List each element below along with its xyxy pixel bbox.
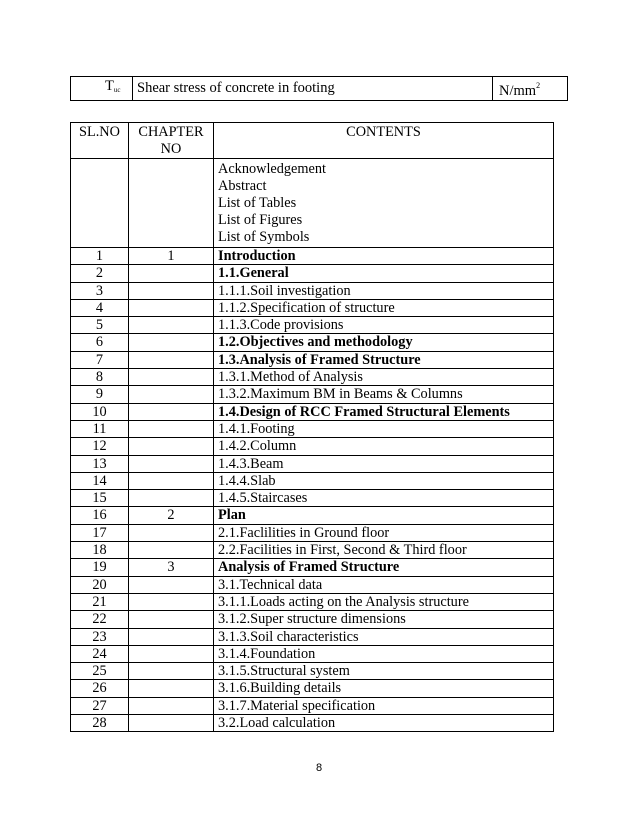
contents-cell: Plan <box>214 507 554 524</box>
contents-cell: 1.4.4.Slab <box>214 472 554 489</box>
sl-no-cell: 15 <box>71 490 129 507</box>
sl-no-cell: 2 <box>71 265 129 282</box>
sl-no-cell: 9 <box>71 386 129 403</box>
chapter-no-cell <box>129 524 214 541</box>
chapter-no-cell: 3 <box>129 559 214 576</box>
table-row <box>71 317 554 334</box>
chapter-no-cell <box>129 542 214 559</box>
chapter-no-cell <box>129 576 214 593</box>
contents-cell: 1.4.Design of RCC Framed Structural Elements <box>214 403 554 420</box>
contents-cell: 3.1.Technical data <box>214 576 554 593</box>
sl-no-cell: 28 <box>71 715 129 732</box>
symbol-unit-power: 2 <box>536 81 541 90</box>
contents-cell: Introduction <box>214 248 554 265</box>
sl-no-cell: 21 <box>71 593 129 610</box>
front-matter-row <box>71 159 554 248</box>
contents-cell: 1.4.2.Column <box>214 438 554 455</box>
contents-cell: 1.1.2.Specification of structure <box>214 299 554 316</box>
header-chapter-no: CHAPTER NO <box>129 123 214 159</box>
front-matter-item: Acknowledgement <box>218 161 326 177</box>
chapter-no-cell <box>129 697 214 714</box>
contents-cell: 3.1.5.Structural system <box>214 663 554 680</box>
sl-no-cell: 12 <box>71 438 129 455</box>
chapter-no-cell: 2 <box>129 507 214 524</box>
sl-no-cell: 7 <box>71 351 129 368</box>
table-row <box>71 265 554 282</box>
chapter-no-cell <box>129 265 214 282</box>
front-matter-item: Abstract <box>218 178 267 194</box>
table-row <box>71 663 554 680</box>
table-row <box>71 403 554 420</box>
symbol-unit: N/mm <box>499 83 537 99</box>
table-row <box>71 455 554 472</box>
contents-cell: 2.1.Faclilities in Ground floor <box>214 524 554 541</box>
contents-cell: 1.4.3.Beam <box>214 455 554 472</box>
table-row <box>71 680 554 697</box>
table-row <box>71 715 554 732</box>
table-row <box>71 334 554 351</box>
table-row <box>71 299 554 316</box>
chapter-no-cell <box>129 472 214 489</box>
chapter-no-cell <box>129 628 214 645</box>
table-row <box>71 576 554 593</box>
sl-no-cell: 10 <box>71 403 129 420</box>
table-row <box>71 386 554 403</box>
contents-cell: 1.2.Objectives and methodology <box>214 334 554 351</box>
table-row <box>71 559 554 576</box>
table-row <box>71 438 554 455</box>
symbol-cell <box>71 77 133 101</box>
chapter-no-cell <box>129 663 214 680</box>
sl-no-cell: 3 <box>71 282 129 299</box>
contents-rows <box>71 248 554 732</box>
contents-cell: 1.1.General <box>214 265 554 282</box>
front-matter-chapter <box>129 159 214 248</box>
table-row <box>71 369 554 386</box>
front-matter-item: List of Tables <box>218 195 297 211</box>
chapter-no-cell <box>129 369 214 386</box>
chapter-no-cell <box>129 438 214 455</box>
contents-cell: 1.4.1.Footing <box>214 420 554 437</box>
front-matter-list <box>214 159 554 248</box>
contents-cell: 1.3.1.Method of Analysis <box>214 369 554 386</box>
table-row <box>71 351 554 368</box>
table-row <box>71 248 554 265</box>
chapter-no-cell: 1 <box>129 248 214 265</box>
symbol-table <box>70 76 568 101</box>
chapter-no-cell <box>129 403 214 420</box>
chapter-no-cell <box>129 386 214 403</box>
chapter-no-cell <box>129 351 214 368</box>
contents-cell: 3.1.1.Loads acting on the Analysis structure <box>214 593 554 610</box>
sl-no-cell: 24 <box>71 645 129 662</box>
chapter-no-cell <box>129 282 214 299</box>
sl-no-cell: 22 <box>71 611 129 628</box>
table-row <box>71 472 554 489</box>
sl-no-cell: 25 <box>71 663 129 680</box>
sl-no-cell: 27 <box>71 697 129 714</box>
table-row <box>71 697 554 714</box>
table-row <box>71 611 554 628</box>
sl-no-cell: 8 <box>71 369 129 386</box>
contents-cell: 3.1.6.Building details <box>214 680 554 697</box>
sl-no-cell: 13 <box>71 455 129 472</box>
contents-cell: 3.2.Load calculation <box>214 715 554 732</box>
contents-cell: 2.2.Facilities in First, Second & Third floor <box>214 542 554 559</box>
chapter-no-cell <box>129 299 214 316</box>
contents-cell: Analysis of Framed Structure <box>214 559 554 576</box>
front-matter-item: List of Symbols <box>218 229 310 245</box>
chapter-no-cell <box>129 611 214 628</box>
sl-no-cell: 6 <box>71 334 129 351</box>
sl-no-cell: 19 <box>71 559 129 576</box>
front-matter-sl <box>71 159 129 248</box>
sl-no-cell: 14 <box>71 472 129 489</box>
table-row <box>71 593 554 610</box>
table-row <box>71 420 554 437</box>
table-row <box>71 645 554 662</box>
contents-cell: 3.1.4.Foundation <box>214 645 554 662</box>
chapter-no-cell <box>129 680 214 697</box>
table-row <box>71 490 554 507</box>
contents-cell: 1.1.3.Code provisions <box>214 317 554 334</box>
contents-cell: 1.3.Analysis of Framed Structure <box>214 351 554 368</box>
table-row <box>71 282 554 299</box>
header-contents: CONTENTS <box>214 123 554 159</box>
sl-no-cell: 11 <box>71 420 129 437</box>
table-row <box>71 524 554 541</box>
sl-no-cell: 1 <box>71 248 129 265</box>
sl-no-cell: 20 <box>71 576 129 593</box>
symbol-row <box>71 77 568 101</box>
chapter-no-cell <box>129 455 214 472</box>
contents-table <box>70 122 554 732</box>
contents-cell: 1.4.5.Staircases <box>214 490 554 507</box>
contents-cell: 3.1.2.Super structure dimensions <box>214 611 554 628</box>
sl-no-cell: 5 <box>71 317 129 334</box>
sl-no-cell: 26 <box>71 680 129 697</box>
chapter-no-cell <box>129 317 214 334</box>
page-number: 8 <box>315 762 323 774</box>
symbol-unit-cell <box>493 77 568 101</box>
contents-header-row <box>71 123 554 159</box>
chapter-no-cell <box>129 490 214 507</box>
contents-cell: 1.3.2.Maximum BM in Beams & Columns <box>214 386 554 403</box>
contents-cell: 3.1.7.Material specification <box>214 697 554 714</box>
table-row <box>71 628 554 645</box>
contents-cell: 1.1.1.Soil investigation <box>214 282 554 299</box>
sl-no-cell: 23 <box>71 628 129 645</box>
contents-cell: 3.1.3.Soil characteristics <box>214 628 554 645</box>
table-row <box>71 542 554 559</box>
sl-no-cell: 16 <box>71 507 129 524</box>
table-row <box>71 507 554 524</box>
chapter-no-cell <box>129 593 214 610</box>
chapter-no-cell <box>129 715 214 732</box>
chapter-no-cell <box>129 420 214 437</box>
symbol-description: Shear stress of concrete in footing <box>133 77 493 101</box>
sl-no-cell: 4 <box>71 299 129 316</box>
header-sl-no: SL.NO <box>71 123 129 159</box>
symbol-letter: T <box>105 78 114 94</box>
chapter-no-cell <box>129 334 214 351</box>
chapter-no-cell <box>129 645 214 662</box>
symbol-subscript: uc <box>113 86 121 94</box>
sl-no-cell: 17 <box>71 524 129 541</box>
front-matter-item: List of Figures <box>218 212 303 228</box>
sl-no-cell: 18 <box>71 542 129 559</box>
